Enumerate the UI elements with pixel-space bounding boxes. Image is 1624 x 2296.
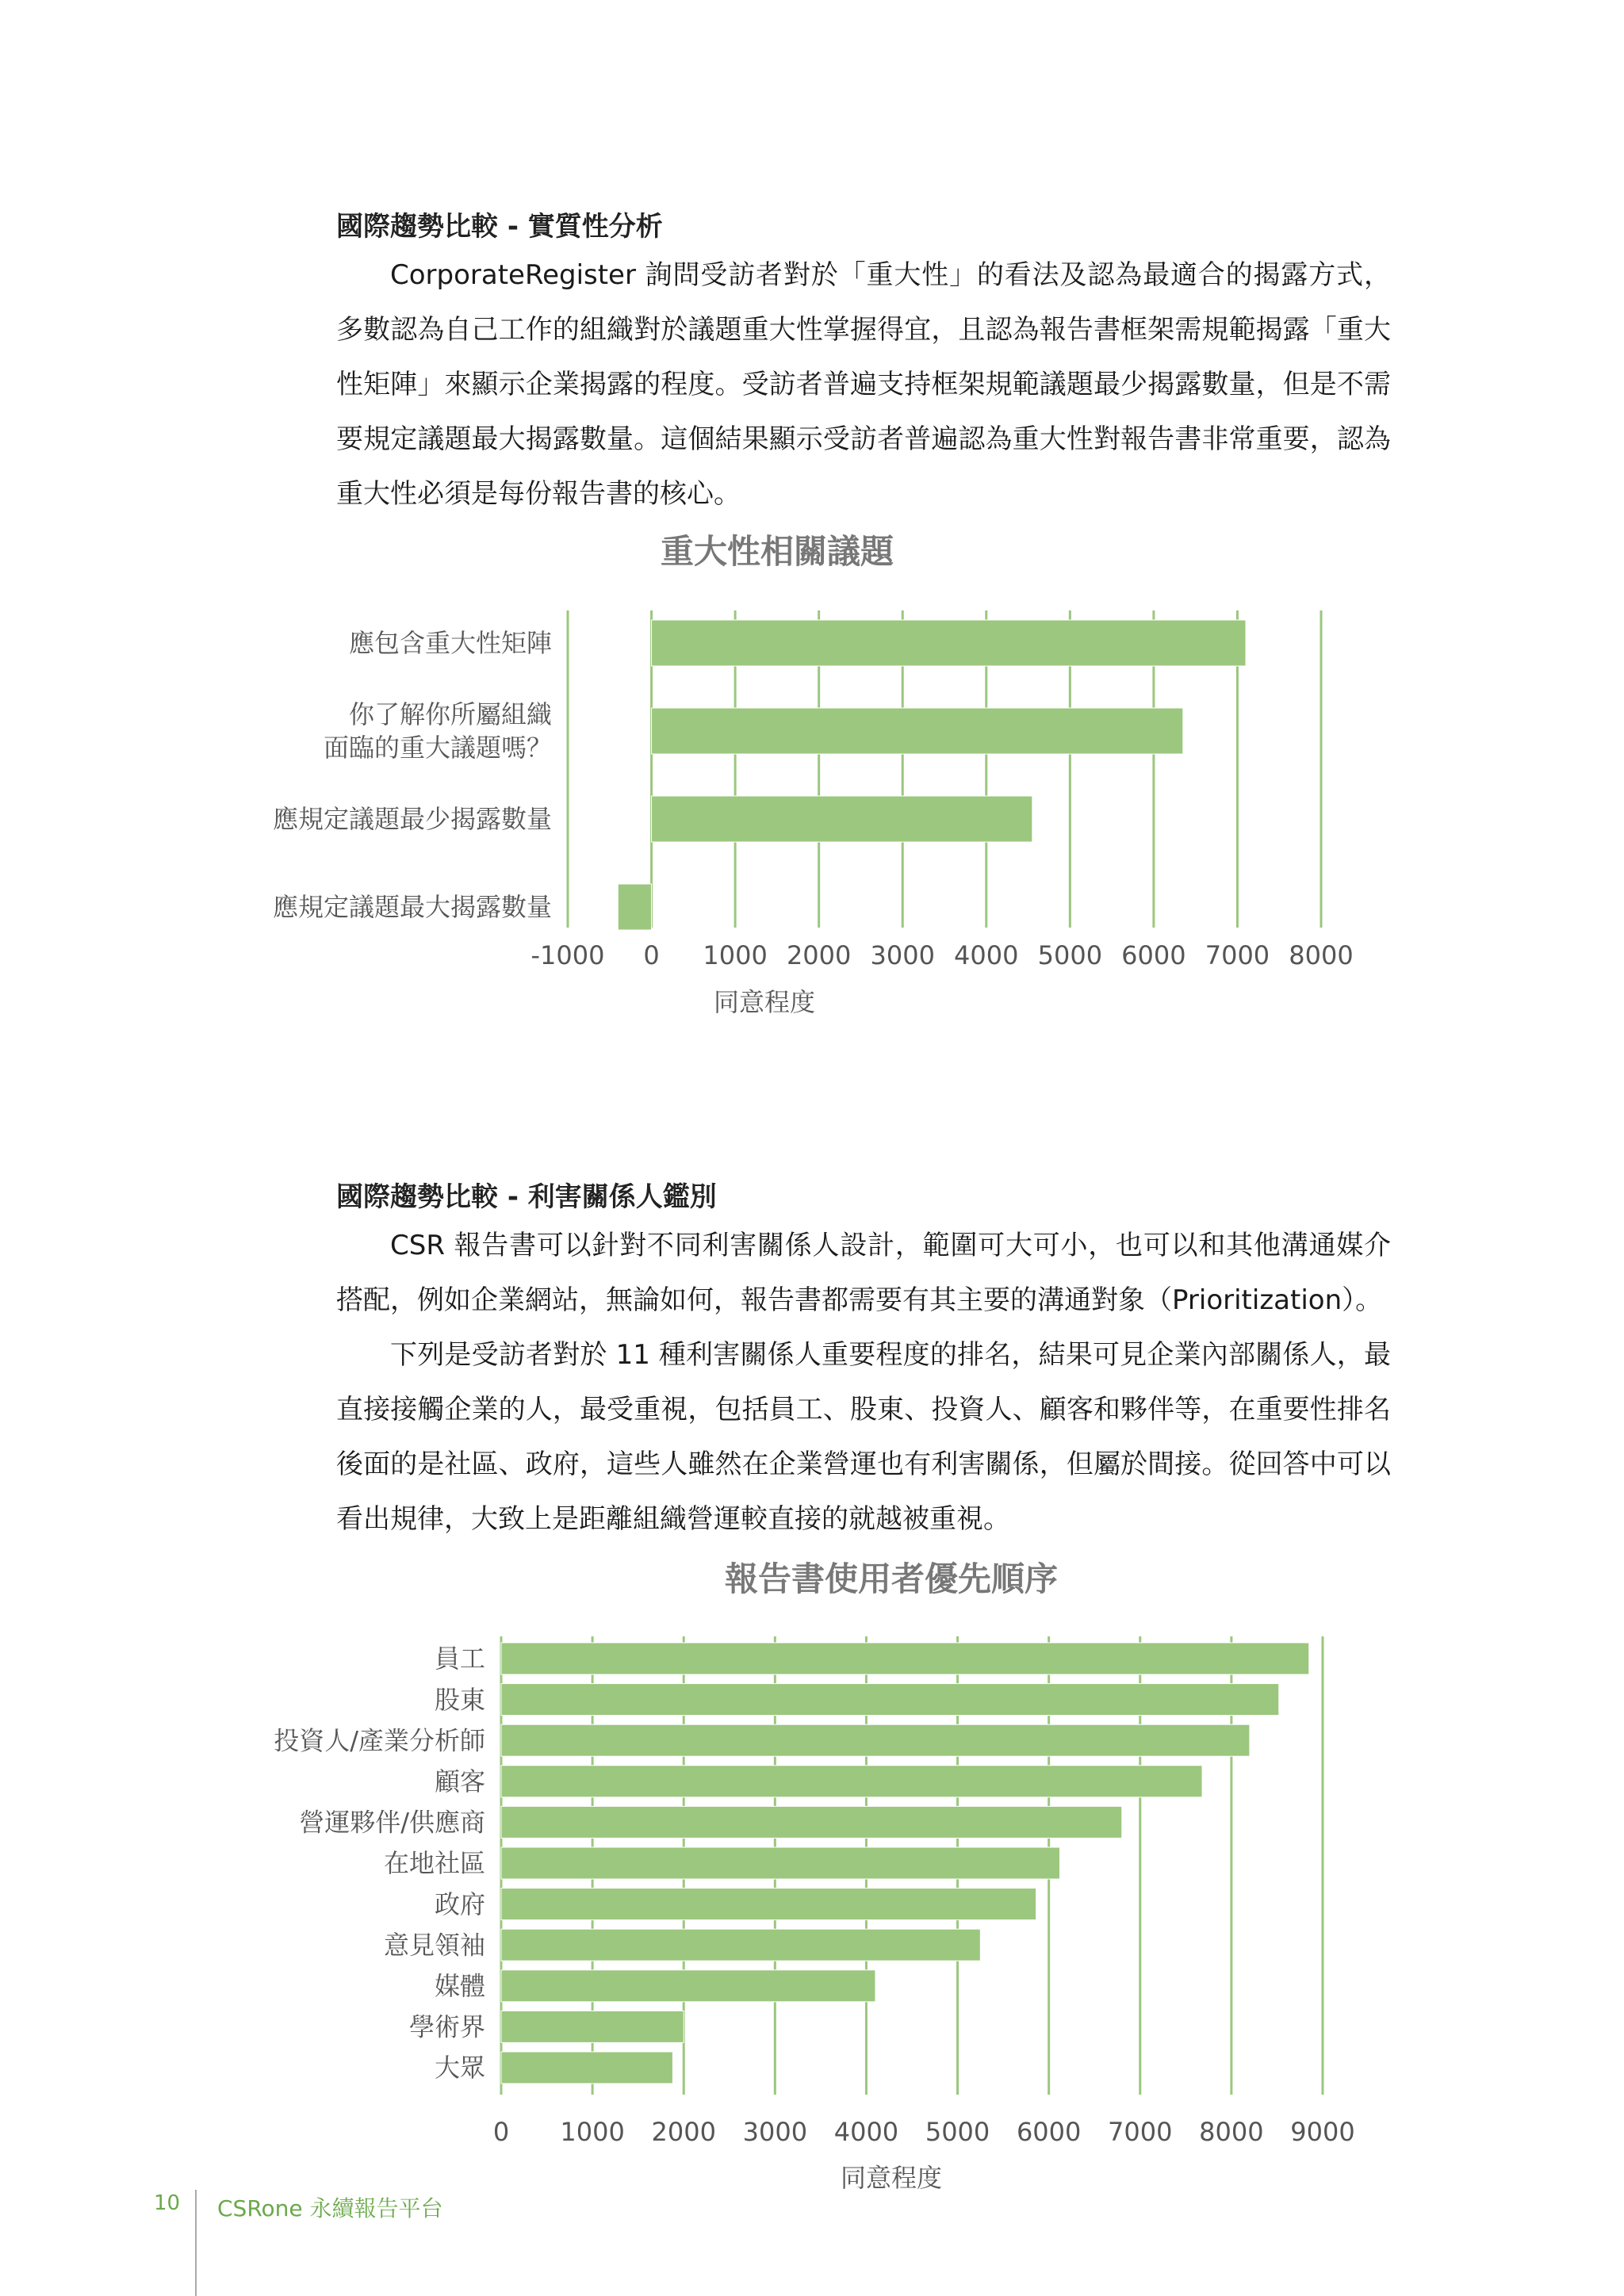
category-label: 在地社區 [383, 1848, 485, 1879]
category-label: 學術界 [408, 2011, 485, 2042]
section2-title: 國際趨勢比較 - 利害關係人鑑別 [336, 1181, 717, 1213]
chart-title: 報告書使用者優先順序 [724, 1559, 1059, 1598]
category-label: 應包含重大性矩陣 [348, 628, 552, 659]
tick-label: 1000 [703, 940, 768, 970]
tick-label: 8000 [1289, 940, 1354, 970]
tick-label: 9000 [1290, 2117, 1355, 2147]
tick-label: 3000 [742, 2117, 808, 2147]
section1-title: 國際趨勢比較 - 實質性分析 [336, 211, 663, 243]
category-label: 應規定議題最少揭露數量 [272, 804, 552, 835]
category-label: 員工 [434, 1644, 485, 1674]
bar [501, 1970, 875, 2002]
bar [501, 1806, 1122, 1838]
bar [652, 708, 1183, 754]
bar [652, 620, 1246, 666]
tick-label: 2000 [651, 2117, 716, 2147]
tick-label: 1000 [560, 2117, 625, 2147]
bar [501, 2052, 672, 2084]
category-label: 意見領袖 [383, 1930, 485, 1961]
bar [501, 1929, 980, 1961]
bar [501, 1684, 1279, 1716]
tick-label: 5000 [1037, 940, 1103, 970]
footer-divider [195, 2190, 197, 2296]
section2-body-2: 下列是受訪者對於 11 種利害關係人重要程度的排名，結果可見企業內部關係人，最直接接觸企業的人，最受重視，包括員工、股東、投資人、顧客和夥伴等，在重要性排名後面的是社區、政府，這些人雖然在企業營運也有利害關係，但屬於間接。從回答中可以看出規律，大致上是距離組織營運較直接的就越被重視。 [336, 1339, 1391, 1535]
category-label: 營運夥伴/供應商 [299, 1807, 485, 1838]
bar [501, 1888, 1036, 1920]
tick-label: 2000 [786, 940, 852, 970]
axis-label: 同意程度 [713, 987, 816, 1017]
chart-materiality [0, 523, 1624, 1031]
bar [501, 1766, 1202, 1797]
tick-label: 5000 [925, 2117, 990, 2147]
chart-reader-priority [0, 1554, 1624, 2204]
tick-label: 0 [643, 940, 660, 970]
tick-label: 6000 [1016, 2117, 1082, 2147]
axis-label: 同意程度 [840, 2163, 943, 2193]
bar [501, 1643, 1309, 1674]
tick-label: 7000 [1205, 940, 1270, 970]
bar [618, 884, 651, 930]
tick-label: 6000 [1121, 940, 1186, 970]
tick-label: 4000 [833, 2117, 899, 2147]
section1-body: CorporateRegister 詢問受訪者對於「重大性」的看法及認為最適合的揭露方式，多數認為自己工作的組織對於議題重大性掌握得宜，且認為報告書框架需規範揭露「重大性矩陣」來顯示企業揭露的程度。受訪者普遍支持框架規範議題最少揭露數量，但是不需要規定議題最大揭露數量。這個結果顯示受訪者普遍認為重大性對報告書非常重要，認為重大性必須是每份報告書的核心。 [336, 259, 1391, 510]
tick-label: 0 [492, 2117, 510, 2147]
bar [652, 796, 1032, 842]
tick-label: 7000 [1108, 2117, 1173, 2147]
tick-label: 4000 [954, 940, 1019, 970]
category-label: 政府 [434, 1888, 485, 1919]
bar [501, 2011, 684, 2042]
section1-paragraph [336, 248, 1391, 522]
page-number: 10 [154, 2191, 181, 2215]
tick-label: -1000 [530, 940, 605, 970]
tick-label: 3000 [870, 940, 935, 970]
category-label: 應規定議題最大揭露數量 [272, 892, 552, 923]
tick-label: 8000 [1199, 2117, 1264, 2147]
category-label: 投資人/產業分析師 [274, 1725, 485, 1756]
category-label: 面臨的重大議題嗎？ [323, 733, 552, 763]
category-label: 大眾 [434, 2053, 485, 2084]
footer-brand: CSRone 永續報告平台 [217, 2195, 443, 2221]
section2-paragraphs [336, 1219, 1391, 1547]
bar [501, 1724, 1250, 1756]
bar [501, 1847, 1059, 1879]
category-label: 你了解你所屬組織 [348, 699, 552, 730]
category-label: 股東 [434, 1684, 485, 1715]
category-label: 媒體 [434, 1971, 485, 2001]
category-label: 顧客 [434, 1766, 485, 1797]
section2-body-1: CSR 報告書可以針對不同利害關係人設計，範圍可大可小，也可以和其他溝通媒介搭配，例如企業網站，無論如何，報告書都需要有其主要的溝通對象（Prioritization）。 [336, 1230, 1391, 1316]
chart-title: 重大性相關議題 [660, 532, 894, 571]
